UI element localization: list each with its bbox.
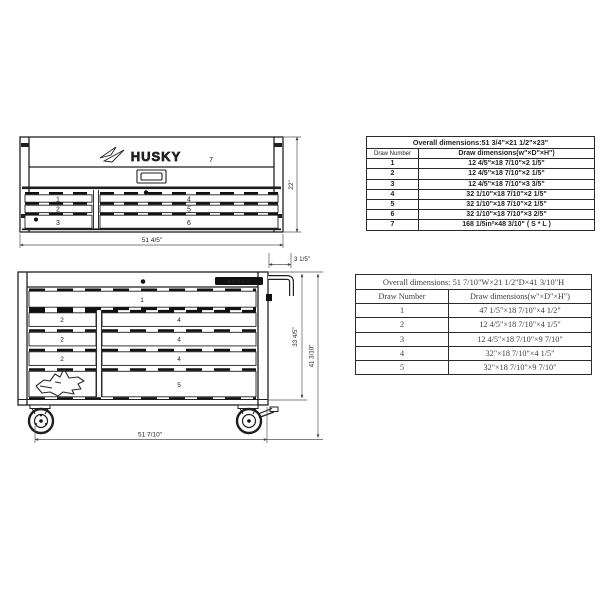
cabinet-drawer-label-4b: 4 xyxy=(177,336,181,344)
drawer3-lock-dot-icon xyxy=(34,218,38,222)
draw-dims-cell: 12 4/5"×18 7/10"×3 3/5" xyxy=(419,179,595,189)
table-row xyxy=(356,304,592,318)
cabinet-drawer-label-2c: 2 xyxy=(60,356,64,364)
table-row xyxy=(367,210,595,220)
col-header-draw-dimensions: Draw dimensions(w"×D"×H") xyxy=(419,149,595,159)
draw-number-cell: 1 xyxy=(356,304,449,318)
draw-number-cell: 5 xyxy=(356,360,449,374)
cabinet-overall-height-label: 41 3/10" xyxy=(308,344,316,368)
table-row xyxy=(367,159,595,169)
draw-number-cell: 4 xyxy=(356,346,449,360)
chest-table-title: Overall dimensions:51 3/4"×21 1/2"×23" xyxy=(367,137,595,149)
table-row xyxy=(367,189,595,199)
chest-drawer-label-1: 1 xyxy=(56,196,60,204)
cabinet-drawer-label-4c: 4 xyxy=(177,356,181,364)
table-row xyxy=(356,346,592,360)
draw-dims-cell: 12 4/5"×18 7/10"×4 1/5" xyxy=(449,318,592,332)
table-row xyxy=(356,360,592,374)
chest-drawer-label-2: 2 xyxy=(56,206,60,214)
col-header-draw-dimensions: Draw dimensions(w"×D"×H") xyxy=(449,290,592,304)
husky-arrow-icon xyxy=(100,147,124,162)
draw-dims-cell: 32"×18 7/10"×4 1/5" xyxy=(449,346,592,360)
draw-number-cell: 2 xyxy=(356,318,449,332)
handle-depth-dimension xyxy=(269,253,291,268)
cabinet-drawer-label-4a: 4 xyxy=(177,317,181,325)
draw-number-cell: 6 xyxy=(367,210,419,220)
chest-drawer-label-4: 4 xyxy=(187,196,191,204)
cabinet-drawing xyxy=(10,248,340,448)
col-header-draw-number: Draw Number xyxy=(356,290,449,304)
draw-dims-cell: 32"×18 7/10"×9 7/10" xyxy=(449,360,592,374)
draw-number-cell: 7 xyxy=(367,220,419,230)
chest-drawing xyxy=(10,128,340,260)
chest-bottom-rail xyxy=(22,228,281,230)
draw-dims-cell: 32 1/10"×18 7/10"×2 1/5" xyxy=(419,189,595,199)
cabinet-body-height-label: 33 4/5" xyxy=(292,327,299,347)
table-row xyxy=(367,169,595,179)
draw-dims-cell: 168 1/5in²×48 3/10" ( S * L ) xyxy=(419,220,595,230)
chest-dimensions-table xyxy=(366,136,595,231)
draw-dims-cell: 12 4/5"×18 7/10"×2 1/5" xyxy=(419,159,595,169)
chest-front-rail xyxy=(22,187,281,190)
table-title-row xyxy=(356,275,592,290)
table-header-row xyxy=(356,290,592,304)
cabinet-dimensions-table xyxy=(355,274,592,375)
table-row xyxy=(367,199,595,209)
chest-width-dim-label: 51 4/5" xyxy=(141,237,163,244)
cabinet-drawer-label-2a: 2 xyxy=(60,317,64,325)
draw-dims-cell: 12 4/5"×18 7/10"×2 1/5" xyxy=(419,169,595,179)
table-row xyxy=(367,220,595,230)
cabinet-width-dim-label: 51 7/10" xyxy=(138,431,162,439)
col-header-draw-number: Draw Number xyxy=(367,149,419,159)
cabinet-drawer-label-bottom: 5 xyxy=(177,382,181,389)
chest-brand-logo: HUSKY xyxy=(130,149,182,164)
cabinet-lock-dot-icon xyxy=(141,279,146,284)
chest-drawer-label-3: 3 xyxy=(56,220,60,228)
chest-drawer-label-5: 5 xyxy=(187,206,191,214)
table-header-row xyxy=(367,149,595,159)
table-row xyxy=(356,332,592,346)
cabinet-brand-badge: HUSKY xyxy=(227,279,251,286)
cabinet-drawer-boxes xyxy=(29,291,256,397)
side-handle-icon xyxy=(266,278,292,302)
cabinet-drawer-label-top: 1 xyxy=(140,296,144,304)
chest-drawer-label-6: 6 xyxy=(187,220,191,228)
cabinet-table-title: Overall dimensions: 51 7/10"W×21 1/2"D×41 3/10"H xyxy=(356,275,592,290)
table-row xyxy=(356,318,592,332)
draw-dims-cell: 32 1/10"×18 7/10"×2 1/5" xyxy=(419,199,595,209)
chest-drawer-boxes xyxy=(25,190,278,229)
draw-dims-cell: 47 1/5"×18 7/10"×4 1/2" xyxy=(449,304,592,318)
caster-mounts xyxy=(30,405,258,414)
latch-icon xyxy=(137,170,166,183)
draw-number-cell: 1 xyxy=(367,159,419,169)
caster-left-icon xyxy=(29,409,53,433)
draw-dims-cell: 32 1/10"×18 7/10"×3 2/5" xyxy=(419,210,595,220)
draw-dims-cell: 12 4/5"×18 7/10"×9 7/10" xyxy=(449,332,592,346)
table-row xyxy=(367,179,595,189)
chest-lid-label: 7 xyxy=(209,155,214,164)
chest-height-dim-label: 22" xyxy=(288,180,295,190)
draw-number-cell: 4 xyxy=(367,189,419,199)
handle-depth-dim-label: 3 1/5" xyxy=(294,256,310,263)
draw-number-cell: 2 xyxy=(367,169,419,179)
lock-dot-icon xyxy=(144,190,148,194)
draw-number-cell: 3 xyxy=(367,179,419,189)
draw-number-cell: 3 xyxy=(356,332,449,346)
cabinet-drawer-label-2b: 2 xyxy=(60,336,64,344)
caster-right-icon xyxy=(237,407,278,433)
table-title-row xyxy=(367,137,595,149)
draw-number-cell: 5 xyxy=(367,199,419,209)
